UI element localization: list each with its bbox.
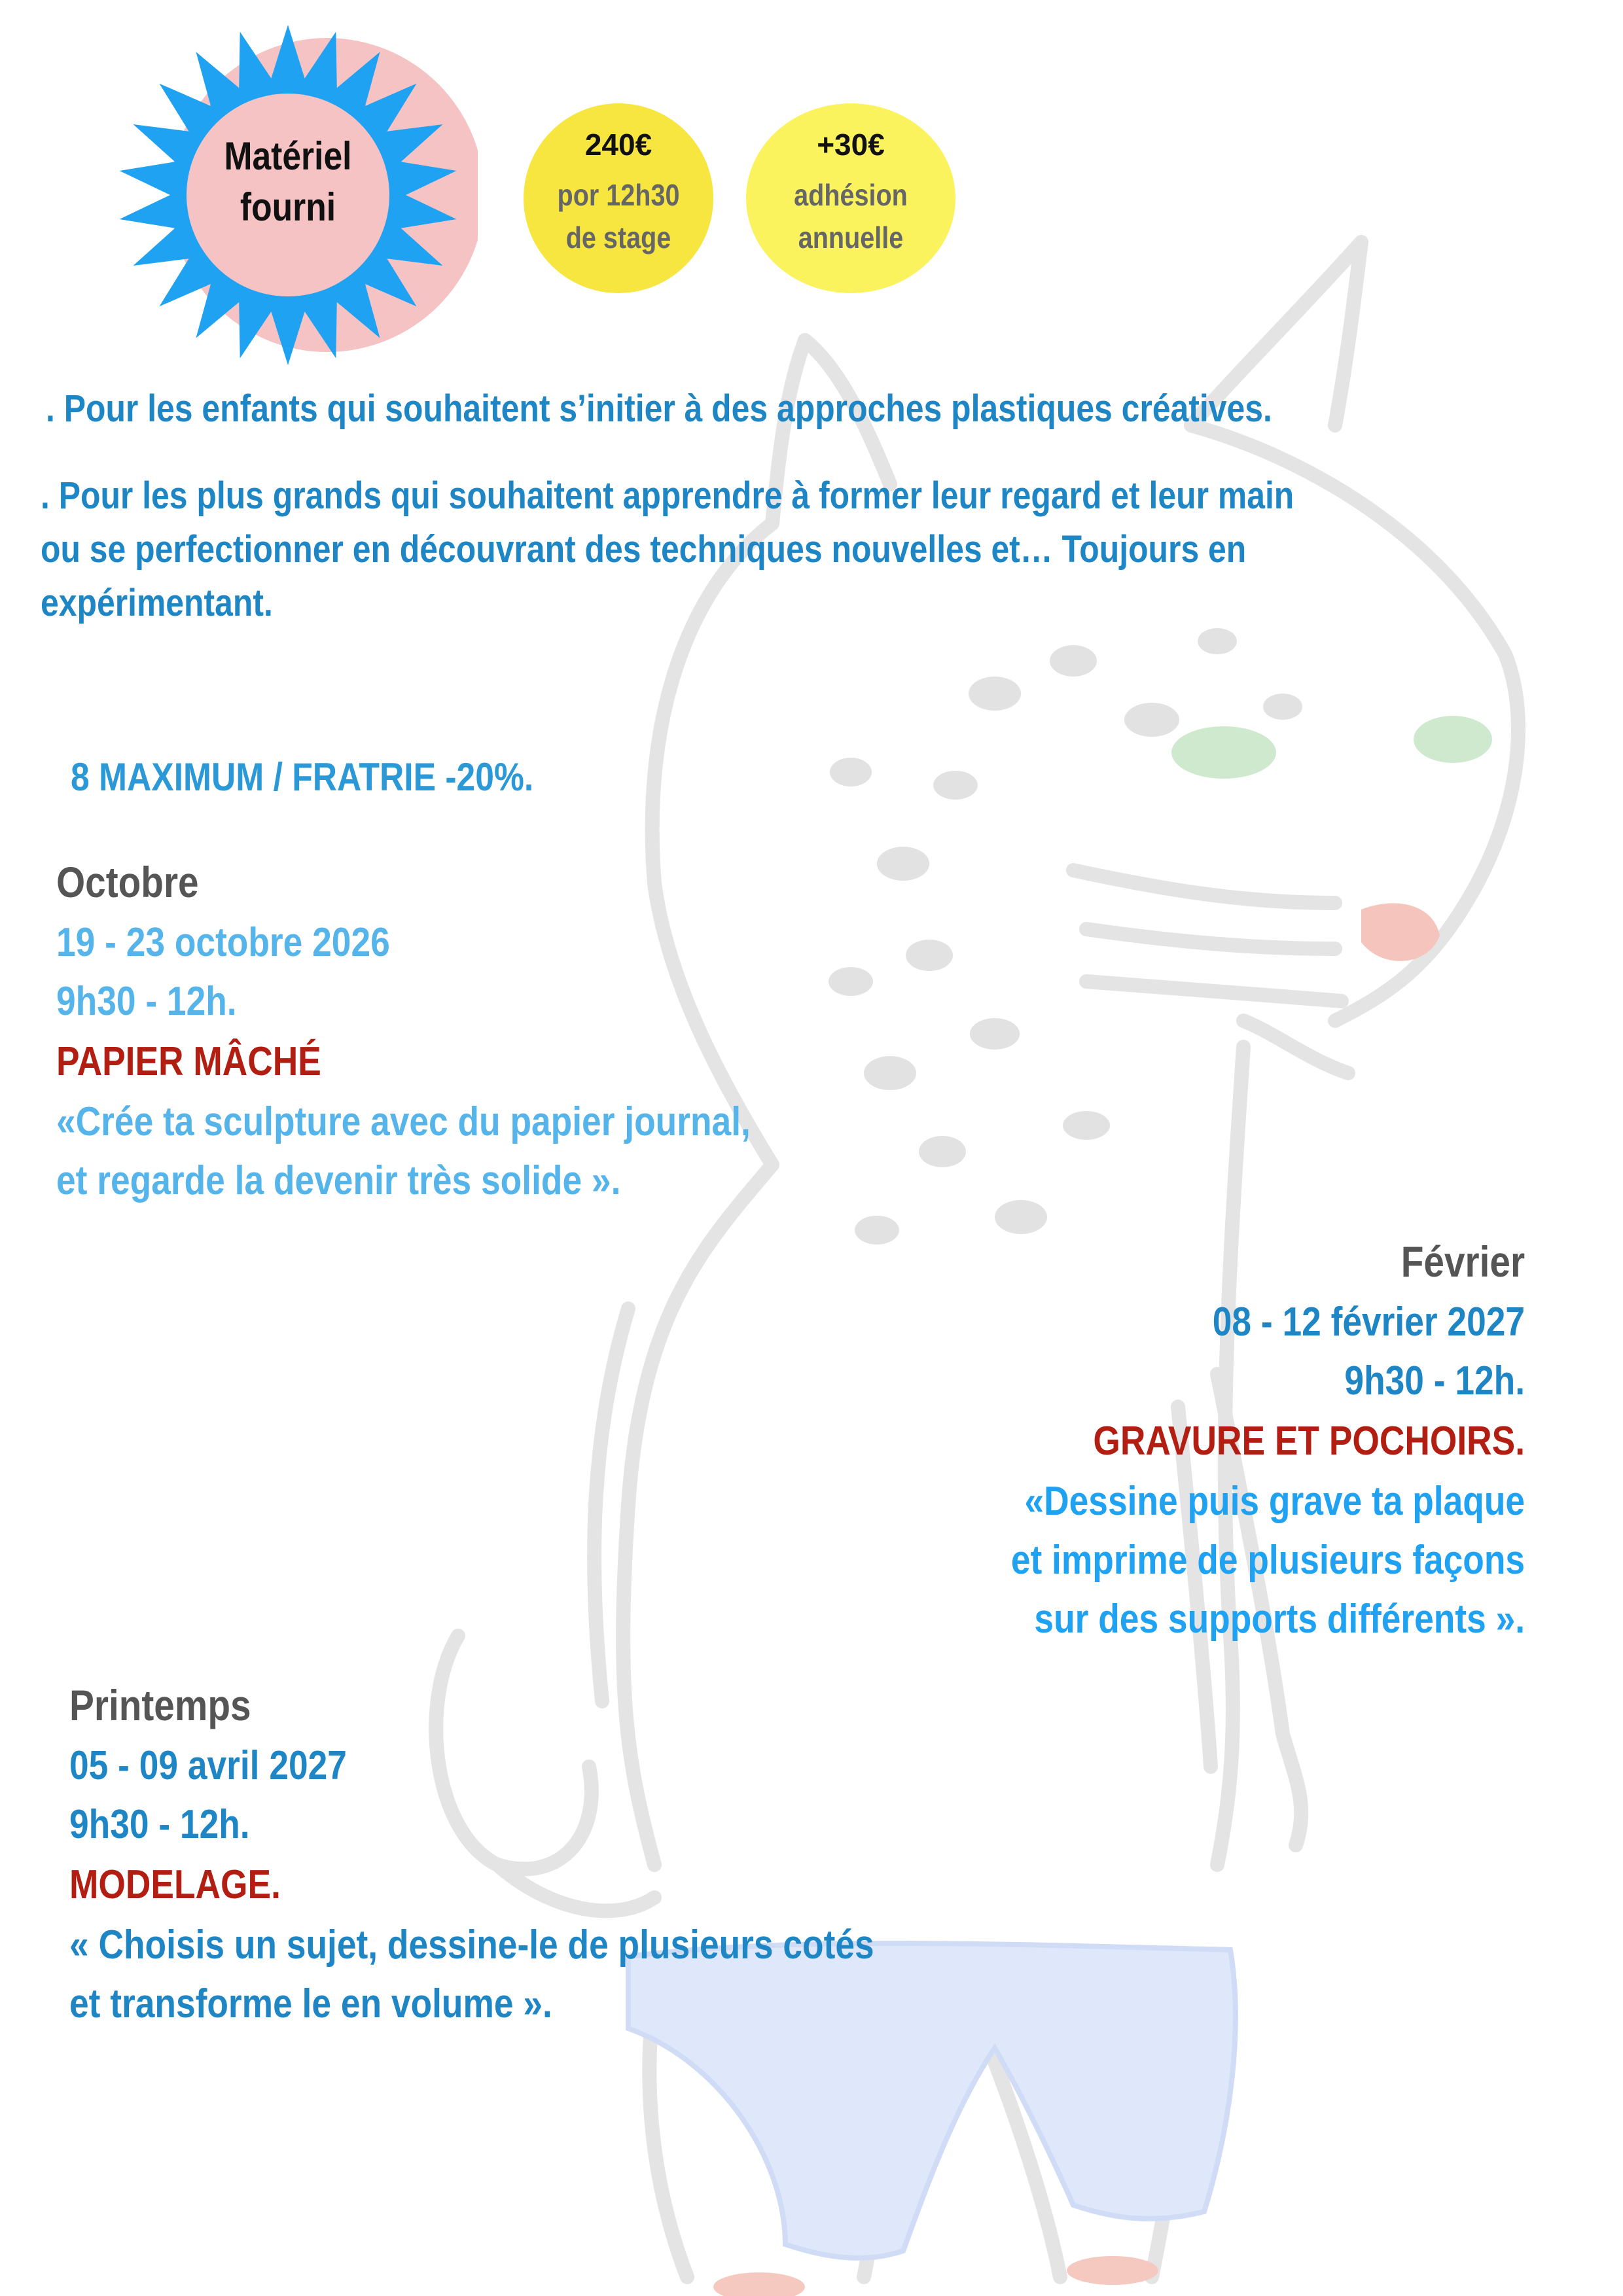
membership-line-1: adhésion (794, 178, 908, 212)
february-workshop: GRAVURE ET POCHOIRS. (1093, 1419, 1525, 1464)
materiel-fourni-text (196, 131, 380, 233)
price-badge-text (524, 123, 713, 258)
spring-section (69, 1674, 874, 2034)
membership-badge-text (746, 123, 955, 258)
october-heading: Octobre (56, 858, 199, 906)
materiel-line-1: Matériel (224, 134, 352, 178)
october-desc-2: et regarde la devenir très solide ». (56, 1158, 621, 1203)
price-amount: 240€ (584, 128, 652, 162)
intro-line-2: . Pour les plus grands qui souhaitent apprendre à former leur regard et leur main (41, 474, 1294, 517)
price-line-1: por 12h30 (557, 178, 680, 212)
october-section (56, 851, 751, 1210)
intro-line-3: ou se perfectionner en découvrant des techniques nouvelles et… Toujours en (41, 528, 1247, 571)
february-desc-1: «Dessine puis grave ta plaque (1024, 1479, 1525, 1524)
february-desc-2: et imprime de plusieurs façons (1010, 1538, 1525, 1583)
october-workshop: PAPIER MÂCHÉ (56, 1039, 321, 1084)
spring-hours: 9h30 - 12h. (69, 1802, 250, 1847)
february-heading: Février (1400, 1237, 1525, 1286)
october-hours: 9h30 - 12h. (56, 979, 237, 1024)
membership-amount: +30€ (817, 128, 885, 162)
spring-workshop: MODELAGE. (69, 1862, 281, 1907)
spring-dates: 05 - 09 avril 2027 (69, 1743, 347, 1788)
materiel-line-2: fourni (240, 185, 336, 229)
spring-desc-1: « Choisis un sujet, dessine-le de plusieurs cotés (69, 1922, 874, 1968)
spring-desc-2: et transforme le en volume ». (69, 1981, 552, 2026)
february-desc-3: sur des supports différents ». (1034, 1597, 1525, 1642)
intro-line-4: expérimentant. (41, 582, 273, 624)
spring-heading: Printemps (69, 1681, 251, 1729)
october-desc-1: «Crée ta sculpture avec du papier journal, (56, 1099, 751, 1144)
intro-line-1: . Pour les enfants qui souhaitent s’initier à des approches plastiques créatives. (46, 387, 1272, 430)
october-dates: 19 - 23 octobre 2026 (56, 920, 390, 965)
membership-line-2: annuelle (798, 221, 904, 255)
february-dates: 08 - 12 février 2027 (1212, 1299, 1525, 1345)
february-hours: 9h30 - 12h. (1344, 1358, 1525, 1404)
february-section (1011, 1230, 1525, 1649)
capacity-text: 8 MAXIMUM / FRATRIE -20%. (71, 755, 534, 799)
price-line-2: de stage (565, 221, 671, 255)
